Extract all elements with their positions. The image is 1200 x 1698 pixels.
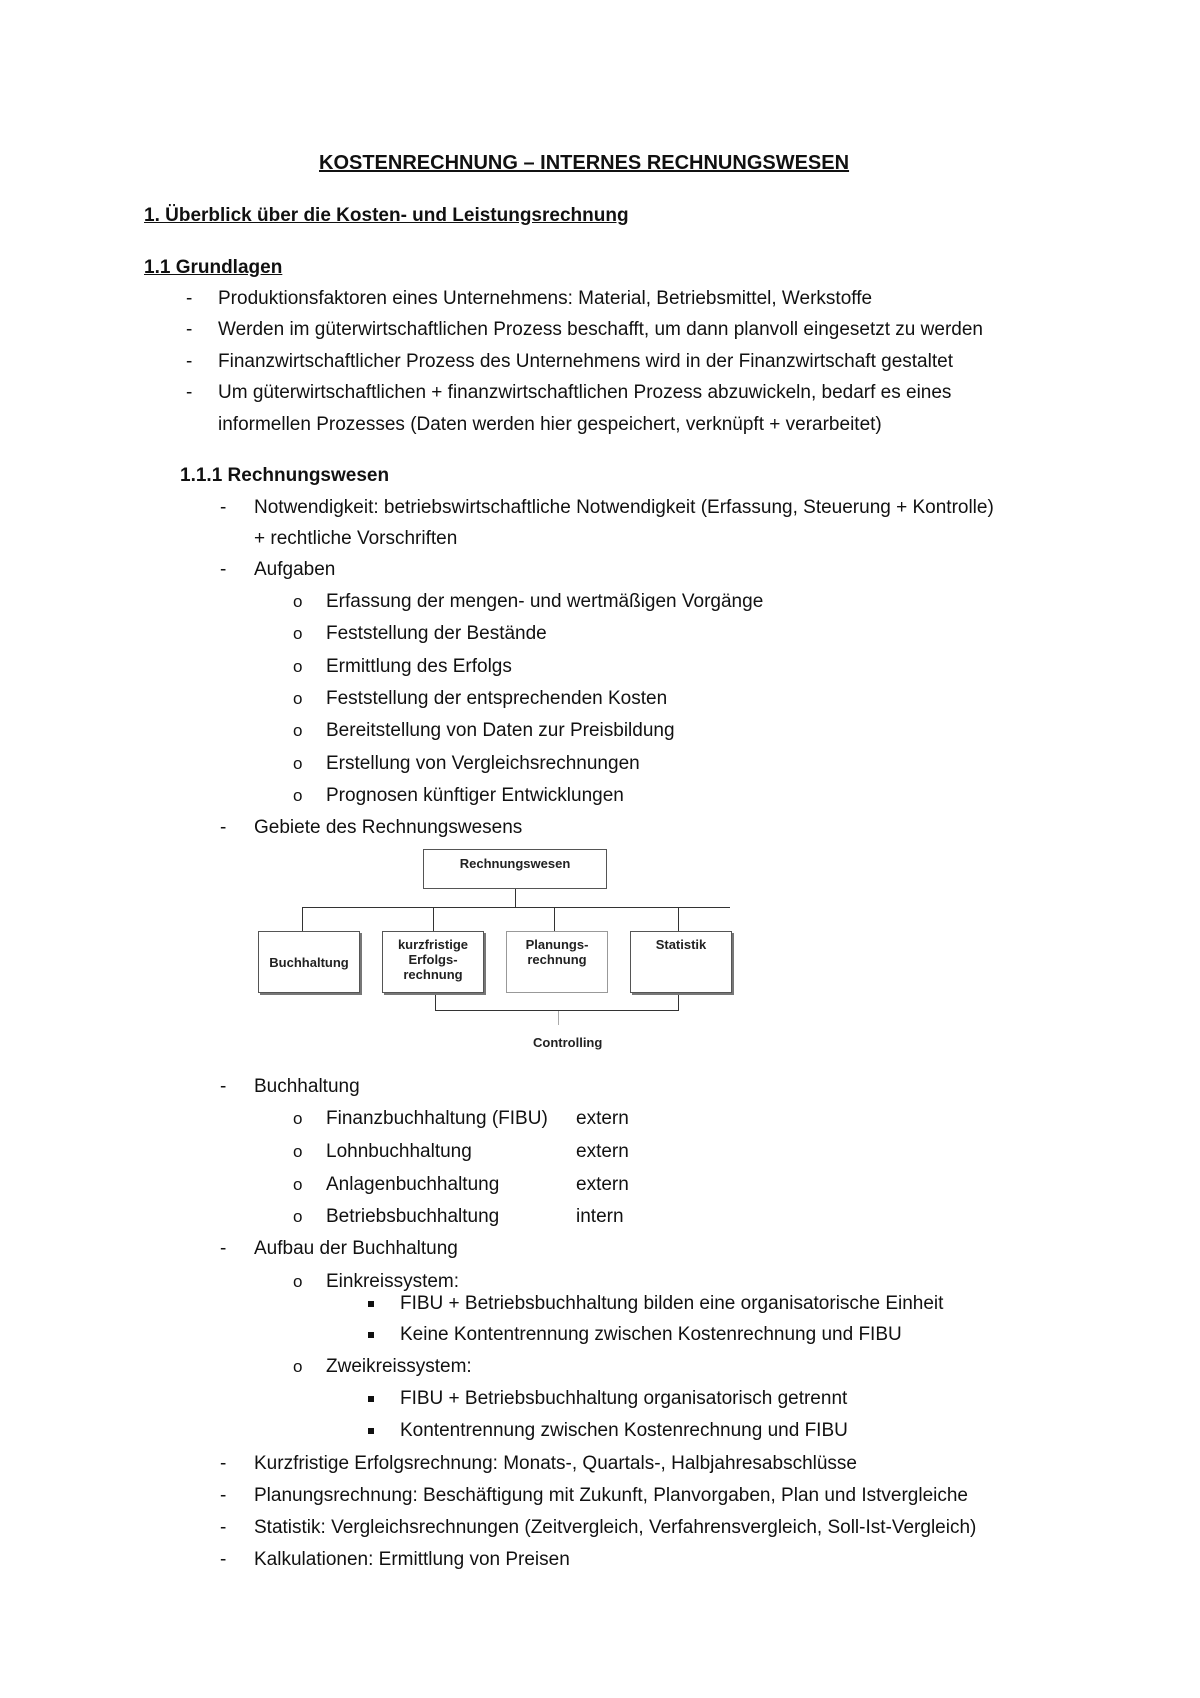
list-item: Werden im güterwirtschaftlichen Prozess beschafft, um dann planvoll eingesetzt zu werden (218, 319, 983, 340)
diagram-connector (433, 907, 434, 931)
circle-bullet-icon: o (293, 754, 303, 773)
square-bullet-icon (368, 1428, 374, 1434)
dash-bullet: - (220, 497, 227, 518)
diagram-box-statistik: Statistik (630, 931, 732, 993)
list-item: Buchhaltung (254, 1076, 360, 1097)
buchhaltung-name: Anlagenbuchhaltung (326, 1174, 500, 1195)
diagram-box-buchhaltung: Buchhaltung (258, 931, 360, 993)
sub-list-item: Feststellung der Bestände (326, 623, 547, 644)
list-item: Kalkulationen: Ermittlung von Preisen (254, 1549, 570, 1570)
diagram-box-kurzfristige-erfolgsrechnung: kurzfristige Erfolgs- rechnung (382, 931, 484, 993)
square-bullet-icon (368, 1332, 374, 1338)
sub-list-item: Erfassung der mengen- und wertmäßigen Vorgänge (326, 591, 764, 612)
buchhaltung-name: Betriebsbuchhaltung (326, 1206, 500, 1227)
diagram-connector (435, 1010, 679, 1011)
square-bullet-icon (368, 1396, 374, 1402)
circle-bullet-icon: o (293, 689, 303, 708)
circle-bullet-icon: o (293, 1357, 303, 1376)
list-item: Aufgaben (254, 559, 336, 580)
dash-bullet: - (186, 319, 193, 340)
section-heading-1-1-1: 1.1.1 Rechnungswesen (180, 465, 390, 486)
circle-bullet-icon: o (293, 1142, 303, 1161)
dash-bullet: - (186, 288, 193, 309)
diagram-connector (302, 907, 303, 931)
sub-list-item: Ermittlung des Erfolgs (326, 656, 512, 677)
dash-bullet: - (220, 817, 227, 838)
dash-bullet: - (220, 1549, 227, 1570)
section-heading-1-1: 1.1 Grundlagen (144, 257, 283, 278)
dash-bullet: - (220, 1453, 227, 1474)
diagram-label-controlling: Controlling (533, 1035, 603, 1050)
sub-list-item: Erstellung von Vergleichsrechnungen (326, 753, 640, 774)
list-item: Aufbau der Buchhaltung (254, 1238, 458, 1259)
circle-bullet-icon: o (293, 592, 303, 611)
buchhaltung-name: Finanzbuchhaltung (FIBU) (326, 1108, 548, 1129)
list-item-continuation: + rechtliche Vorschriften (254, 528, 458, 549)
diagram-box-planungsrechnung: Planungs- rechnung (506, 931, 608, 993)
dash-bullet: - (220, 1238, 227, 1259)
sub-list-item: Bereitstellung von Daten zur Preisbildung (326, 720, 675, 741)
buchhaltung-type: extern (576, 1174, 629, 1195)
circle-bullet-icon: o (293, 657, 303, 676)
dash-bullet: - (220, 1517, 227, 1538)
list-item: Finanzwirtschaftlicher Prozess des Unternehmens wird in der Finanzwirtschaft gestaltet (218, 351, 953, 372)
diagram-connector (678, 995, 679, 1010)
sub-list-item: Zweikreissystem: (326, 1356, 472, 1377)
dash-bullet: - (220, 1485, 227, 1506)
list-item: Produktionsfaktoren eines Unternehmens: Material, Betriebsmittel, Werkstoffe (218, 288, 873, 309)
diagram-connector (678, 907, 679, 931)
dash-bullet: - (220, 1076, 227, 1097)
circle-bullet-icon: o (293, 1175, 303, 1194)
buchhaltung-type: intern (576, 1206, 624, 1227)
dash-bullet: - (186, 382, 193, 403)
diagram-box-rechnungswesen: Rechnungswesen (423, 849, 607, 889)
circle-bullet-icon: o (293, 1272, 303, 1291)
list-item: Notwendigkeit: betriebswirtschaftliche Notwendigkeit (Erfassung, Steuerung + Kontrolle) (254, 497, 994, 518)
sub-list-item: Einkreissystem: (326, 1271, 460, 1292)
rechnungswesen-diagram (255, 843, 740, 1053)
diagram-connector (435, 995, 436, 1010)
sub-sub-list-item: FIBU + Betriebsbuchhaltung bilden eine organisatorische Einheit (400, 1293, 944, 1314)
list-item: Kurzfristige Erfolgsrechnung: Monats-, Quartals-, Halbjahresabschlüsse (254, 1453, 857, 1474)
buchhaltung-type: extern (576, 1108, 629, 1129)
list-item: Statistik: Vergleichsrechnungen (Zeitvergleich, Verfahrensvergleich, Soll-Ist-Vergleich) (254, 1517, 977, 1538)
sub-list-item: Prognosen künftiger Entwicklungen (326, 785, 624, 806)
circle-bullet-icon: o (293, 786, 303, 805)
sub-sub-list-item: FIBU + Betriebsbuchhaltung organisatorisch getrennt (400, 1388, 848, 1409)
document-title: KOSTENRECHNUNG – INTERNES RECHNUNGSWESEN (319, 152, 850, 174)
diagram-connector (554, 907, 555, 931)
list-item: Um güterwirtschaftlichen + finanzwirtschaftlichen Prozess abzuwickeln, bedarf es eines (218, 382, 952, 403)
circle-bullet-icon: o (293, 1207, 303, 1226)
dash-bullet: - (186, 351, 193, 372)
buchhaltung-type: extern (576, 1141, 629, 1162)
diagram-connector (302, 907, 730, 908)
list-item-continuation: informellen Prozesses (Daten werden hier gespeichert, verknüpft + verarbeitet) (218, 414, 882, 435)
circle-bullet-icon: o (293, 721, 303, 740)
list-item: Planungsrechnung: Beschäftigung mit Zukunft, Planvorgaben, Plan und Istvergleiche (254, 1485, 969, 1506)
square-bullet-icon (368, 1301, 374, 1307)
sub-sub-list-item: Kontentrennung zwischen Kostenrechnung und FIBU (400, 1420, 848, 1441)
dash-bullet: - (220, 559, 227, 580)
sub-sub-list-item: Keine Kontentrennung zwischen Kostenrechnung und FIBU (400, 1324, 902, 1345)
diagram-connector (515, 889, 516, 907)
sub-list-item: Feststellung der entsprechenden Kosten (326, 688, 668, 709)
circle-bullet-icon: o (293, 624, 303, 643)
buchhaltung-name: Lohnbuchhaltung (326, 1141, 472, 1162)
circle-bullet-icon: o (293, 1109, 303, 1128)
list-item: Gebiete des Rechnungswesens (254, 817, 523, 838)
diagram-connector (558, 1011, 559, 1025)
section-heading-1: 1. Überblick über die Kosten- und Leistungsrechnung (144, 205, 629, 226)
